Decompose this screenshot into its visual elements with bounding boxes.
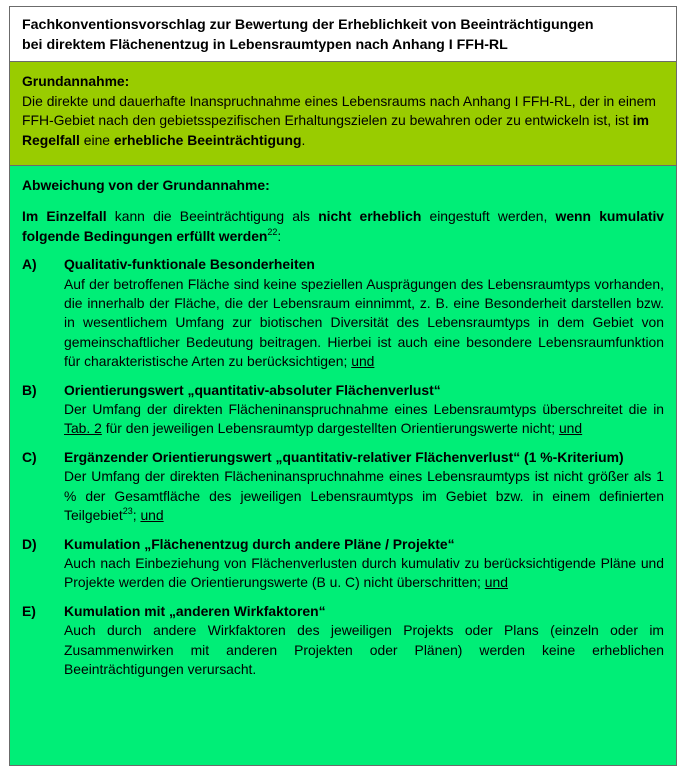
criterion-d bbox=[22, 535, 664, 593]
criterion-label: E) bbox=[22, 602, 36, 619]
criterion-text: Der Umfang der direkten Flächeninanspruchnahme eines Lebensraumtyps ist nicht größer als 1 % der Gesamtfläche des jeweiligen Lebensraumtyps im Gebiet bzw. in einem definierten Teilgebiet$^{23}$; und bbox=[64, 468, 664, 524]
criterion-text: Auch durch andere Wirkfaktoren des jeweiligen Projekts oder Plans (einzeln oder im Zusammenwirken mit anderen Projekten oder Plänen) werden keine erheblichen Beeinträchtigungen verursacht. bbox=[64, 622, 664, 677]
criterion-heading: Kumulation mit „anderen Wirkfaktoren“ bbox=[64, 602, 326, 619]
grundannahme-box bbox=[9, 62, 677, 166]
criterion-heading: Qualitativ-funktionale Besonderheiten bbox=[64, 256, 315, 273]
criterion-label: A) bbox=[22, 256, 37, 273]
criterion-label: D) bbox=[22, 535, 37, 552]
criterion-e bbox=[22, 602, 664, 680]
title-line-2: bei direktem Flächenentzug in Lebensraumtypen nach Anhang I FFH-RL bbox=[22, 37, 508, 53]
abweichung-heading: Abweichung von der Grundannahme: bbox=[22, 177, 270, 193]
criterion-heading: Kumulation „Flächenentzug durch andere Pläne / Projekte“ bbox=[64, 535, 455, 552]
criterion-b bbox=[22, 381, 664, 439]
criterion-heading: Orientierungswert „quantitativ-absoluter Flächenverlust“ bbox=[64, 381, 441, 398]
footnote-22[interactable]: 22 bbox=[267, 226, 278, 237]
footnote-23[interactable]: 23 bbox=[122, 506, 133, 517]
criterion-heading: Ergänzender Orientierungswert „quantitativ-relativer Flächenverlust“ (1 %-Kriterium) bbox=[64, 448, 624, 465]
criterion-text: Auf der betroffenen Fläche sind keine speziellen Ausprägungen des Lebensraumtyps vorhanden, die innerhalb der Fläche, die der Lebensraum einnimmt, z. B. eine Besonderheit darstellen bzw. in wesentlichem Umfang zur biotischen Diversität des Lebensraumtyps in dem Gebiet von gemeinschaftlicher Bedeutung beitragen. Hierbei ist auch eine besondere Lebensraumfunktion für charakteristische Arten zu berücksichtigen; und bbox=[64, 275, 664, 370]
criterion-text: Auch nach Einbeziehung von Flächenverlusten durch kumulativ zu berücksichtigende Pläne und Projekte werden die Orientierungswerte (B u. C) nicht überschritten; und bbox=[64, 554, 664, 591]
criterion-text: Der Umfang der direkten Flächeninanspruchnahme eines Lebensraumtyps überschreitet die in Tab. 2 für den jeweiligen Lebensraumtyp dargestellten Orientierungswerte nicht; und bbox=[64, 401, 664, 437]
title-line-1: Fachkonventionsvorschlag zur Bewertung der Erheblichkeit von Beeinträchtigungen bbox=[22, 17, 594, 33]
criterion-a bbox=[22, 255, 664, 371]
grundannahme-text: Die direkte und dauerhafte Inanspruchnahme eines Lebensraums nach Anhang I FFH-RL, der in einem FFH-Gebiet nach den gebietsspezifischen Erhaltungszielen zu bewahren oder zu entwickeln ist, ist im Regelfall eine erhebliche Beeinträchtigung. bbox=[22, 92, 656, 148]
grundannahme-heading: Grundannahme: bbox=[22, 73, 130, 89]
criterion-c bbox=[22, 448, 664, 526]
title-box bbox=[9, 6, 677, 62]
tab-2-link[interactable]: Tab. 2 bbox=[64, 420, 102, 437]
criterion-label: B) bbox=[22, 381, 37, 398]
abweichung-box bbox=[9, 166, 677, 766]
criterion-label: C) bbox=[22, 448, 37, 465]
abweichung-intro: Im Einzelfall kann die Beeinträchtigung als nicht erheblich eingestuft werden, wenn kumulativ folgende Bedingungen erfüllt werden$^{22}$: bbox=[22, 208, 665, 244]
